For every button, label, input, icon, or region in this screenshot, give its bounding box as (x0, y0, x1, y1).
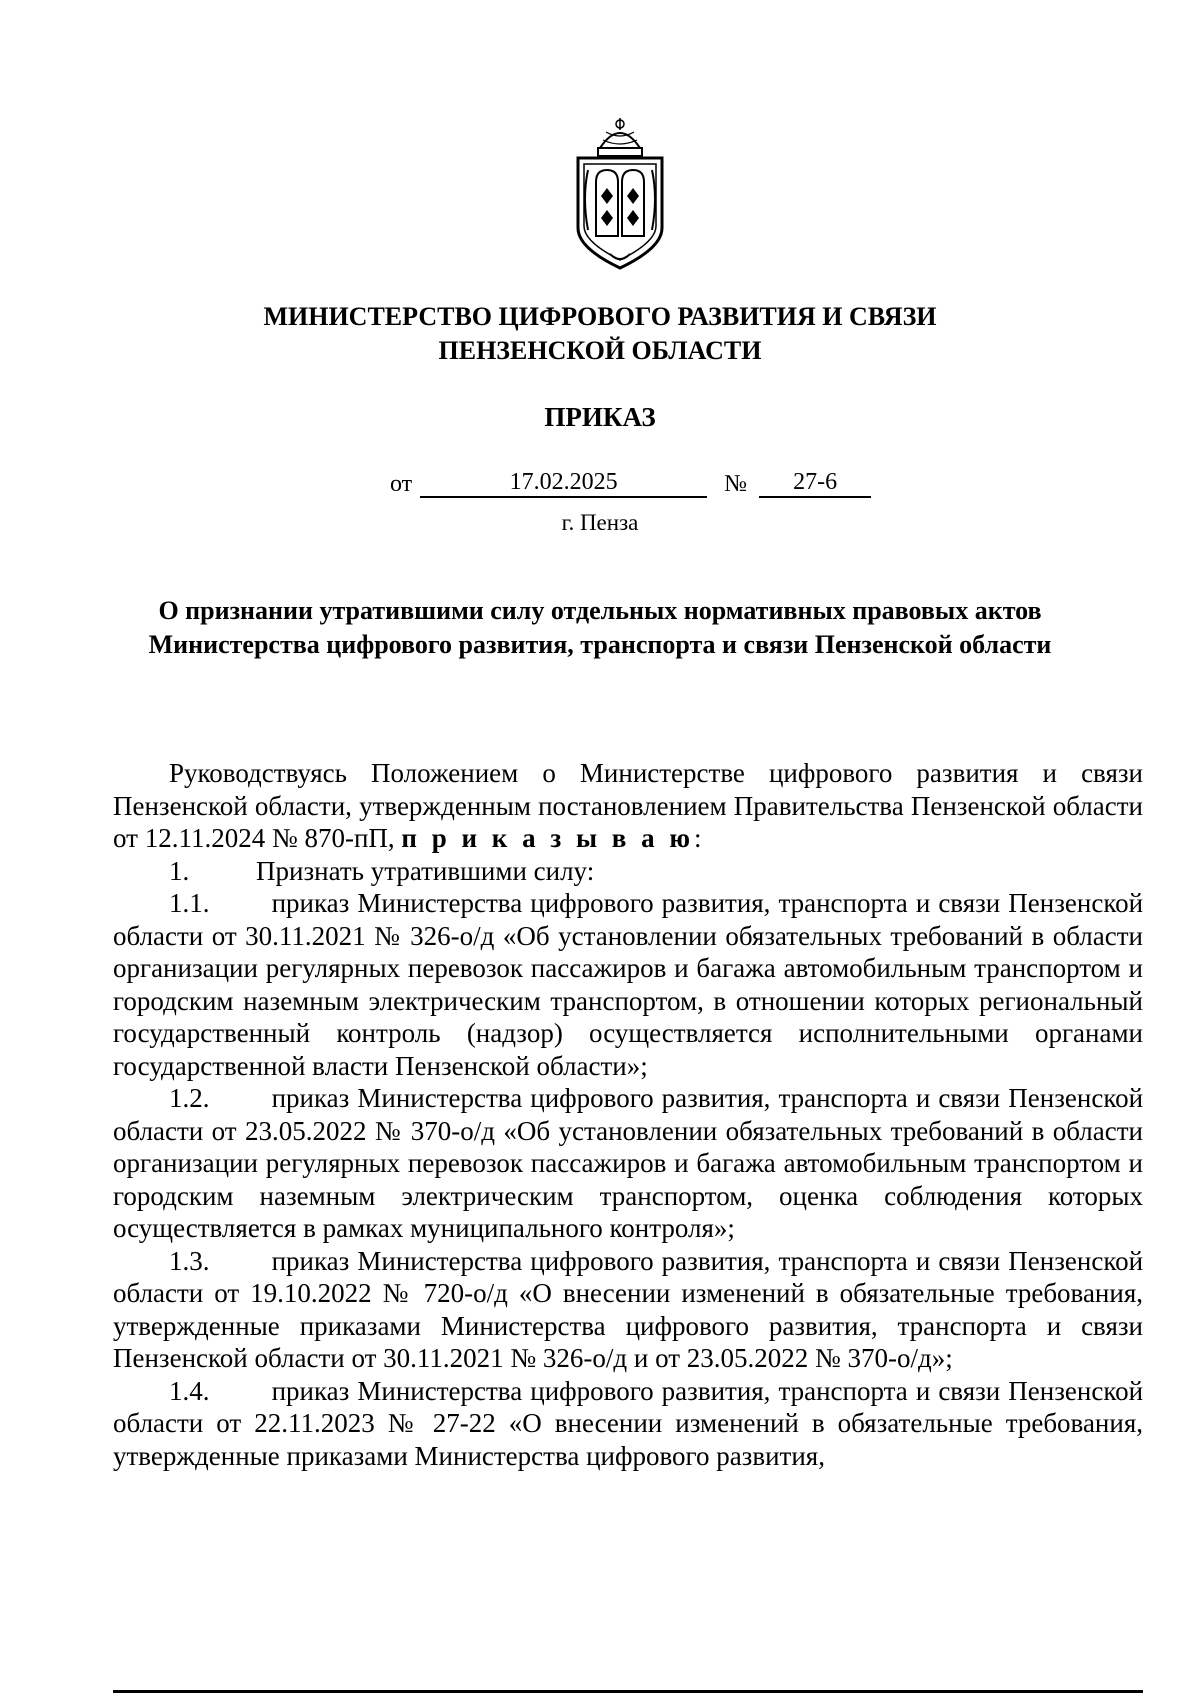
intro-paragraph (113, 757, 1143, 855)
intro-end: : (694, 823, 702, 853)
list-item (113, 855, 1143, 888)
item-number: 1.2. (169, 1083, 210, 1113)
item-number: 1.1. (169, 888, 210, 918)
item-number: 1.4. (169, 1375, 210, 1406)
item-text: Признать утратившими силу: (256, 855, 595, 886)
ministry-name-line1: МИНИСТЕРСТВО ЦИФРОВОГО РАЗВИТИЯ И СВЯЗИ (263, 302, 937, 331)
item-number: 1.3. (169, 1245, 210, 1276)
ministry-name (0, 300, 1200, 368)
document-date: 17.02.2025 (420, 468, 707, 498)
list-item (113, 1375, 1143, 1473)
city: г. Пенза (561, 510, 639, 535)
subject-line1: О признании утратившими силу отдельных нормативных правовых актов (158, 596, 1042, 625)
document-body (113, 757, 1143, 1472)
ministry-name-line2: ПЕНЗЕНСКОЙ ОБЛАСТИ (438, 336, 762, 365)
item-text: приказ Министерства цифрового развития, транспорта и связи Пензенской области от 19.10.2022 № 720-о/д «О внесении изменений в обязательные требования, утвержденные приказами Министерства цифрового развития, транспорта и связи Пензенской области от 30.11.2021 № 326-о/д и от 23.05.2022 № 370-о/д»; (113, 1245, 1144, 1373)
document-number: 27-6 (759, 468, 871, 498)
document-type: ПРИКАЗ (544, 402, 656, 432)
list-item (113, 1245, 1143, 1375)
list-item (113, 1082, 1143, 1245)
coat-of-arms-emblem (570, 118, 670, 270)
intro-text: Руководствуясь Положением о Министерстве цифрового развития и связи Пензенской области, утвержденным постановлением Правительства Пензенской области от 12.11.2024 № 870-пП, (113, 758, 1143, 853)
item-text: приказ Министерства цифрового развития, транспорта и связи Пензенской области от 23.05.2022 № 370-о/д «Об установлении обязательных требований в области организации регулярных перевозок пассажиров и багажа автомобильным транспортом и городским наземным электрическим транспортом, оценка соблюдения которых осуществляется в рамках муниципального контроля»; (113, 1083, 1144, 1243)
item-text: приказ Министерства цифрового развития, транспорта и связи Пензенской области от 30.11.2021 № 326-о/д «Об установлении обязательных требований в области организации регулярных перевозок пассажиров и багажа автомобильным транспортом и городским наземным электрическим транспортом, в отношении которых региональный государственный контроль (надзор) осуществляется исполнительными органами государственной власти Пензенской области»; (113, 888, 1144, 1081)
item-text: приказ Министерства цифрового развития, транспорта и связи Пензенской области от 22.11.2023 № 27-22 «О внесении изменений в обязательные требования, утвержденные приказами Министерства цифрового развития, (113, 1375, 1144, 1471)
intro-command: п р и к а з ы в а ю (401, 823, 694, 853)
date-prefix: от (390, 471, 413, 497)
list-item (113, 887, 1143, 1082)
document-subject (120, 594, 1080, 662)
number-sign: № (724, 471, 748, 497)
item-number: 1. (169, 855, 190, 886)
date-number-line (390, 464, 871, 498)
footer-rule (113, 1690, 1143, 1693)
subject-line2: Министерства цифрового развития, транспорта и связи Пензенской области (148, 630, 1052, 659)
